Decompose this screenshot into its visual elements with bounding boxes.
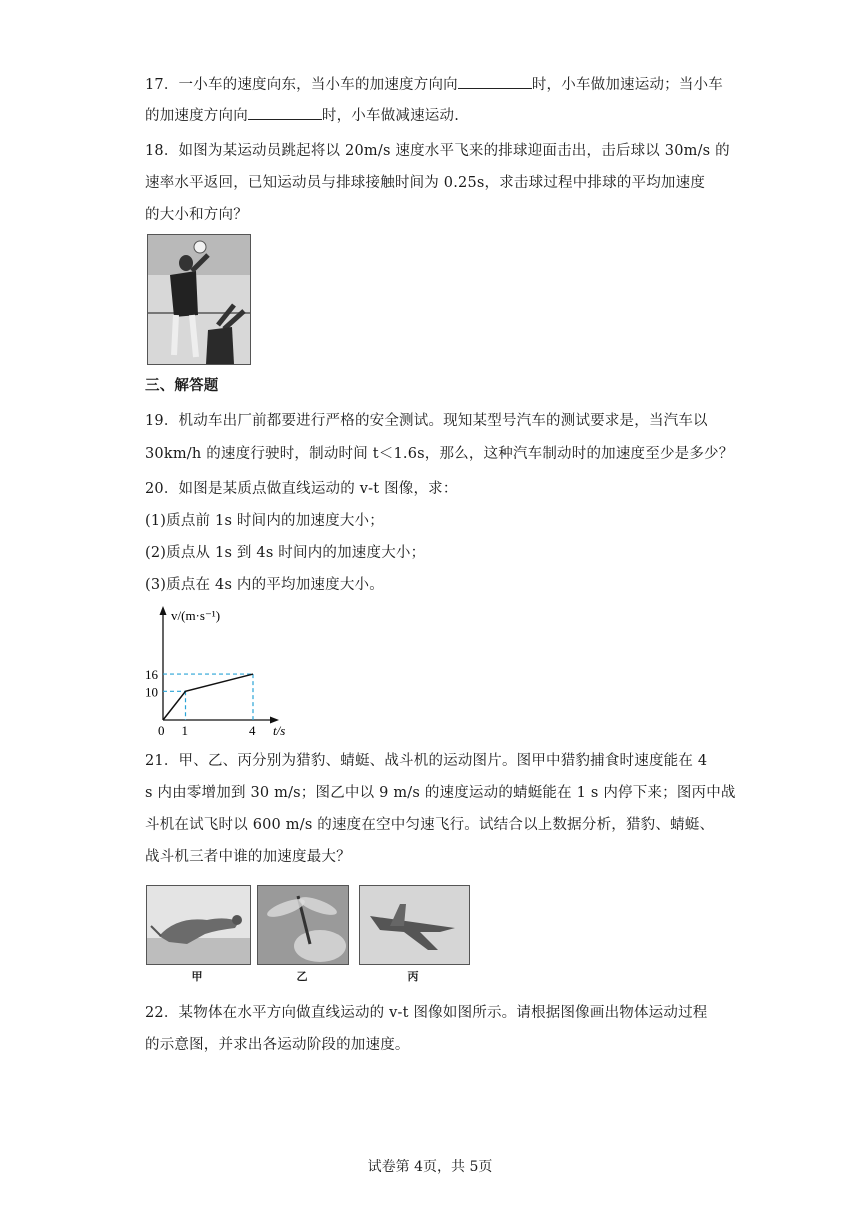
q17-line-2 — [145, 105, 459, 127]
q20-line-1: 20．如图是某质点做直线运动的 v-t 图像，求： — [145, 481, 458, 497]
q20-part-3: (3)质点在 4s 内的平均加速度大小。 — [145, 577, 384, 593]
volleyball-photo — [147, 234, 251, 365]
q21-line-4: 战斗机三者中谁的加速度最大？ — [145, 849, 351, 865]
q20-part-1: (1)质点前 1s 时间内的加速度大小； — [145, 513, 384, 529]
q22-line-2: 的示意图，并求出各运动阶段的加速度。 — [145, 1037, 410, 1053]
q17-text-c: 的加速度方向向 — [145, 108, 248, 124]
x-tick-label-2: 4 — [249, 723, 256, 738]
fighter-jet-photo — [359, 885, 470, 965]
origin-label: 0 — [158, 723, 165, 738]
page-footer: 试卷第 4页，共 5页 — [367, 1159, 493, 1175]
volleyball-image — [148, 235, 250, 364]
q18-line-2: 速率水平返回，已知运动员与排球接触时间为 0.25s，求击球过程中排球的平均加速度 — [145, 175, 706, 191]
answer-blank-1[interactable] — [458, 74, 532, 89]
vt-chart — [140, 602, 300, 742]
series-line — [163, 674, 253, 720]
q22-line-1: 22．某物体在水平方向做直线运动的 v-t 图像如图所示。请根据图像画出物体运动过程 — [145, 1005, 708, 1021]
q18-line-3: 的大小和方向？ — [145, 207, 248, 223]
q17-line-1 — [145, 74, 723, 96]
q17-text-a: 17．一小车的速度向东，当小车的加速度方向向 — [145, 77, 458, 93]
cheetah-photo — [146, 885, 251, 965]
dragonfly-image — [258, 886, 348, 964]
cheetah-image — [147, 886, 250, 964]
q18-line-1: 18．如图为某运动员跳起将以 20m/s 速度水平飞来的排球迎面击出，击后球以 30m/s 的 — [145, 143, 730, 159]
q19-line-2: 30km/h 的速度行驶时，制动时间 t＜1.6s，那么，这种汽车制动时的加速度至少是多少？ — [145, 446, 734, 462]
q17-text-d: 时，小车做减速运动. — [321, 108, 460, 124]
answer-blank-2[interactable] — [248, 105, 322, 120]
y-tick-label-1: 16 — [145, 667, 158, 683]
fighter-jet-image — [360, 886, 469, 964]
q20-part-2: (2)质点从 1s 到 4s 时间内的加速度大小； — [145, 545, 426, 561]
y-tick-label-0: 10 — [145, 684, 158, 700]
y-axis-label: v/(m·s⁻¹) — [171, 608, 221, 623]
dragonfly-photo — [257, 885, 349, 965]
caption-yi: 乙 — [296, 970, 308, 983]
q21-line-3: 斗机在试飞时以 600 m/s 的速度在空中匀速飞行。试结合以上数据分析，猎豹、蜻蜓、 — [145, 817, 715, 833]
caption-jia: 甲 — [191, 970, 203, 983]
section-title: 三、解答题 — [145, 377, 219, 394]
y-axis-arrow — [160, 606, 167, 615]
q19-line-1: 19．机动车出厂前都要进行严格的安全测试。现知某型号汽车的测试要求是，当汽车以 — [145, 413, 708, 429]
q17-text-b: 时，小车做加速运动；当小车 — [531, 77, 723, 93]
x-axis-label: t/s — [273, 723, 286, 738]
caption-bing: 丙 — [407, 970, 419, 983]
x-tick-label-1: 1 — [181, 723, 188, 738]
q21-line-1: 21．甲、乙、丙分别为猎豹、蜻蜓、战斗机的运动图片。图甲中猎豹捕食时速度能在 4 — [145, 753, 708, 769]
q21-line-2: s 内由零增加到 30 m/s；图乙中以 9 m/s 的速度运动的蜻蜓能在 1 s 内停下来；图丙中战 — [145, 785, 736, 801]
